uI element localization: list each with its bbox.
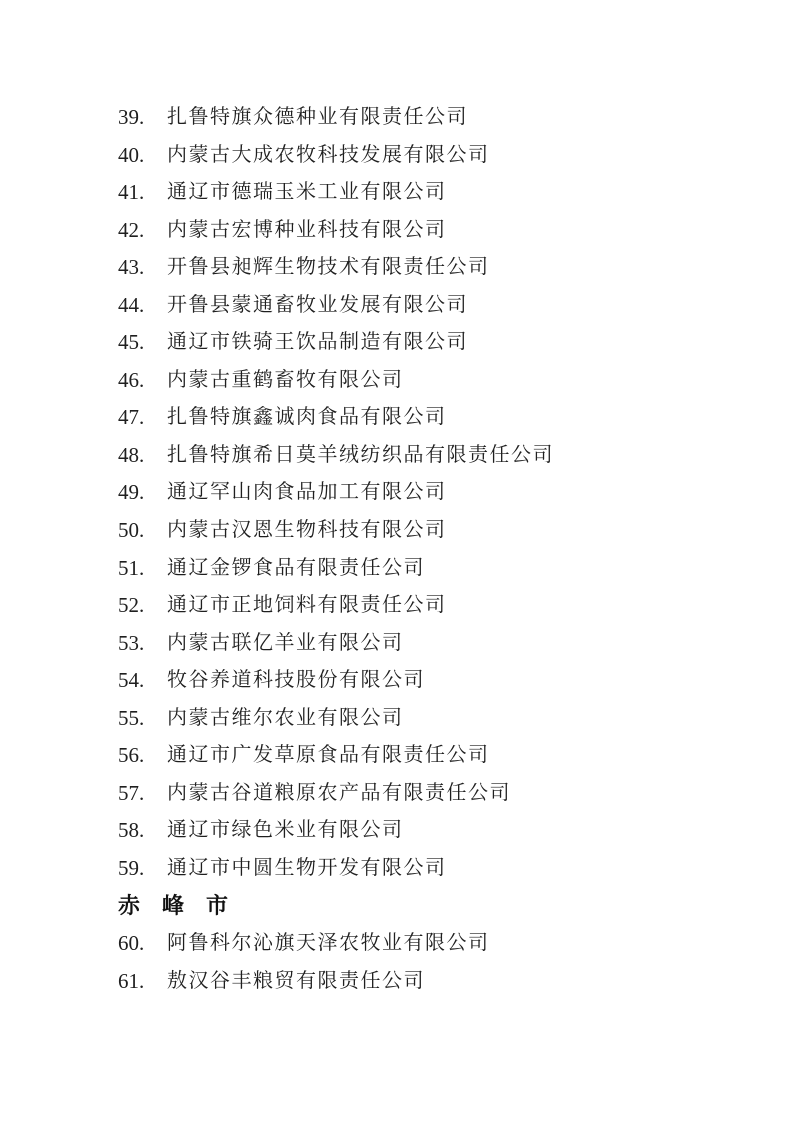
list-item — [118, 441, 743, 479]
company-name: 开鲁县昶辉生物技术有限责任公司 — [167, 256, 490, 279]
list-item — [118, 253, 743, 291]
list-item-number: 49. — [118, 480, 145, 505]
list-item — [118, 478, 743, 516]
list-item-number: 50. — [118, 518, 145, 543]
list-item-number: 44. — [118, 292, 145, 317]
list-item — [118, 704, 743, 742]
company-name: 内蒙古宏博种业科技有限公司 — [167, 218, 447, 241]
list-item-number: 54. — [118, 668, 145, 693]
company-name: 扎鲁特旗鑫诚肉食品有限公司 — [167, 406, 447, 429]
list-item-number: 42. — [118, 217, 145, 242]
list-item-number: 40. — [118, 142, 145, 167]
company-name: 通辽市绿色米业有限公司 — [167, 819, 404, 842]
company-name: 扎鲁特旗希日莫羊绒纺织品有限责任公司 — [167, 443, 554, 466]
list-item — [118, 779, 743, 817]
list-item — [118, 741, 743, 779]
company-name: 阿鲁科尔沁旗天泽农牧业有限公司 — [167, 932, 490, 955]
list-item-number: 53. — [118, 630, 145, 655]
list-item-number: 51. — [118, 555, 145, 580]
section-header-chifeng — [118, 891, 743, 929]
list-item-number: 43. — [118, 255, 145, 280]
company-name: 通辽市中圆生物开发有限公司 — [167, 856, 447, 879]
company-name: 内蒙古重鹤畜牧有限公司 — [167, 368, 404, 391]
company-name: 牧谷养道科技股份有限公司 — [167, 669, 425, 692]
list-item — [118, 328, 743, 366]
company-list — [118, 103, 743, 1004]
company-name: 敖汉谷丰粮贸有限责任公司 — [167, 969, 425, 992]
list-item-number: 39. — [118, 105, 145, 129]
company-name: 通辽市铁骑王饮品制造有限公司 — [167, 331, 468, 354]
company-name: 通辽金锣食品有限责任公司 — [167, 556, 425, 579]
list-item-number: 41. — [118, 180, 145, 205]
company-name: 通辽市德瑞玉米工业有限公司 — [167, 181, 447, 204]
company-name: 内蒙古大成农牧科技发展有限公司 — [167, 143, 490, 166]
list-item-number: 45. — [118, 330, 145, 355]
company-name: 内蒙古维尔农业有限公司 — [167, 706, 404, 729]
company-name: 内蒙古汉恩生物科技有限公司 — [167, 519, 447, 542]
company-name: 通辽市广发草原食品有限责任公司 — [167, 744, 490, 767]
list-item — [118, 103, 743, 141]
list-item-number: 57. — [118, 780, 145, 805]
list-item — [118, 816, 743, 854]
company-name: 内蒙古谷道粮原农产品有限责任公司 — [167, 781, 511, 804]
list-item — [118, 591, 743, 629]
company-name: 内蒙古联亿羊业有限公司 — [167, 631, 404, 654]
list-item-number: 52. — [118, 593, 145, 618]
list-item — [118, 216, 743, 254]
list-item-number: 58. — [118, 818, 145, 843]
list-item-number: 47. — [118, 405, 145, 430]
company-name: 开鲁县蒙通畜牧业发展有限公司 — [167, 293, 468, 316]
company-name: 通辽市正地饲料有限责任公司 — [167, 594, 447, 617]
list-item — [118, 854, 743, 892]
list-item-number: 59. — [118, 855, 145, 880]
list-item — [118, 403, 743, 441]
list-item — [118, 178, 743, 216]
list-item-number: 61. — [118, 968, 145, 993]
list-item — [118, 629, 743, 667]
list-item — [118, 366, 743, 404]
company-name: 通辽罕山肉食品加工有限公司 — [167, 481, 447, 504]
list-item — [118, 141, 743, 179]
list-item — [118, 291, 743, 329]
section-header-label: 赤峰市 — [118, 893, 251, 919]
list-item — [118, 516, 743, 554]
list-item-number: 60. — [118, 931, 145, 956]
list-item — [118, 929, 743, 967]
company-name: 扎鲁特旗众德种业有限责任公司 — [167, 106, 468, 128]
list-item — [118, 967, 743, 1005]
list-item-number: 48. — [118, 442, 145, 467]
list-item-number: 56. — [118, 743, 145, 768]
list-item — [118, 666, 743, 704]
list-item — [118, 554, 743, 592]
list-item-number: 46. — [118, 367, 145, 392]
list-item-number: 55. — [118, 705, 145, 730]
